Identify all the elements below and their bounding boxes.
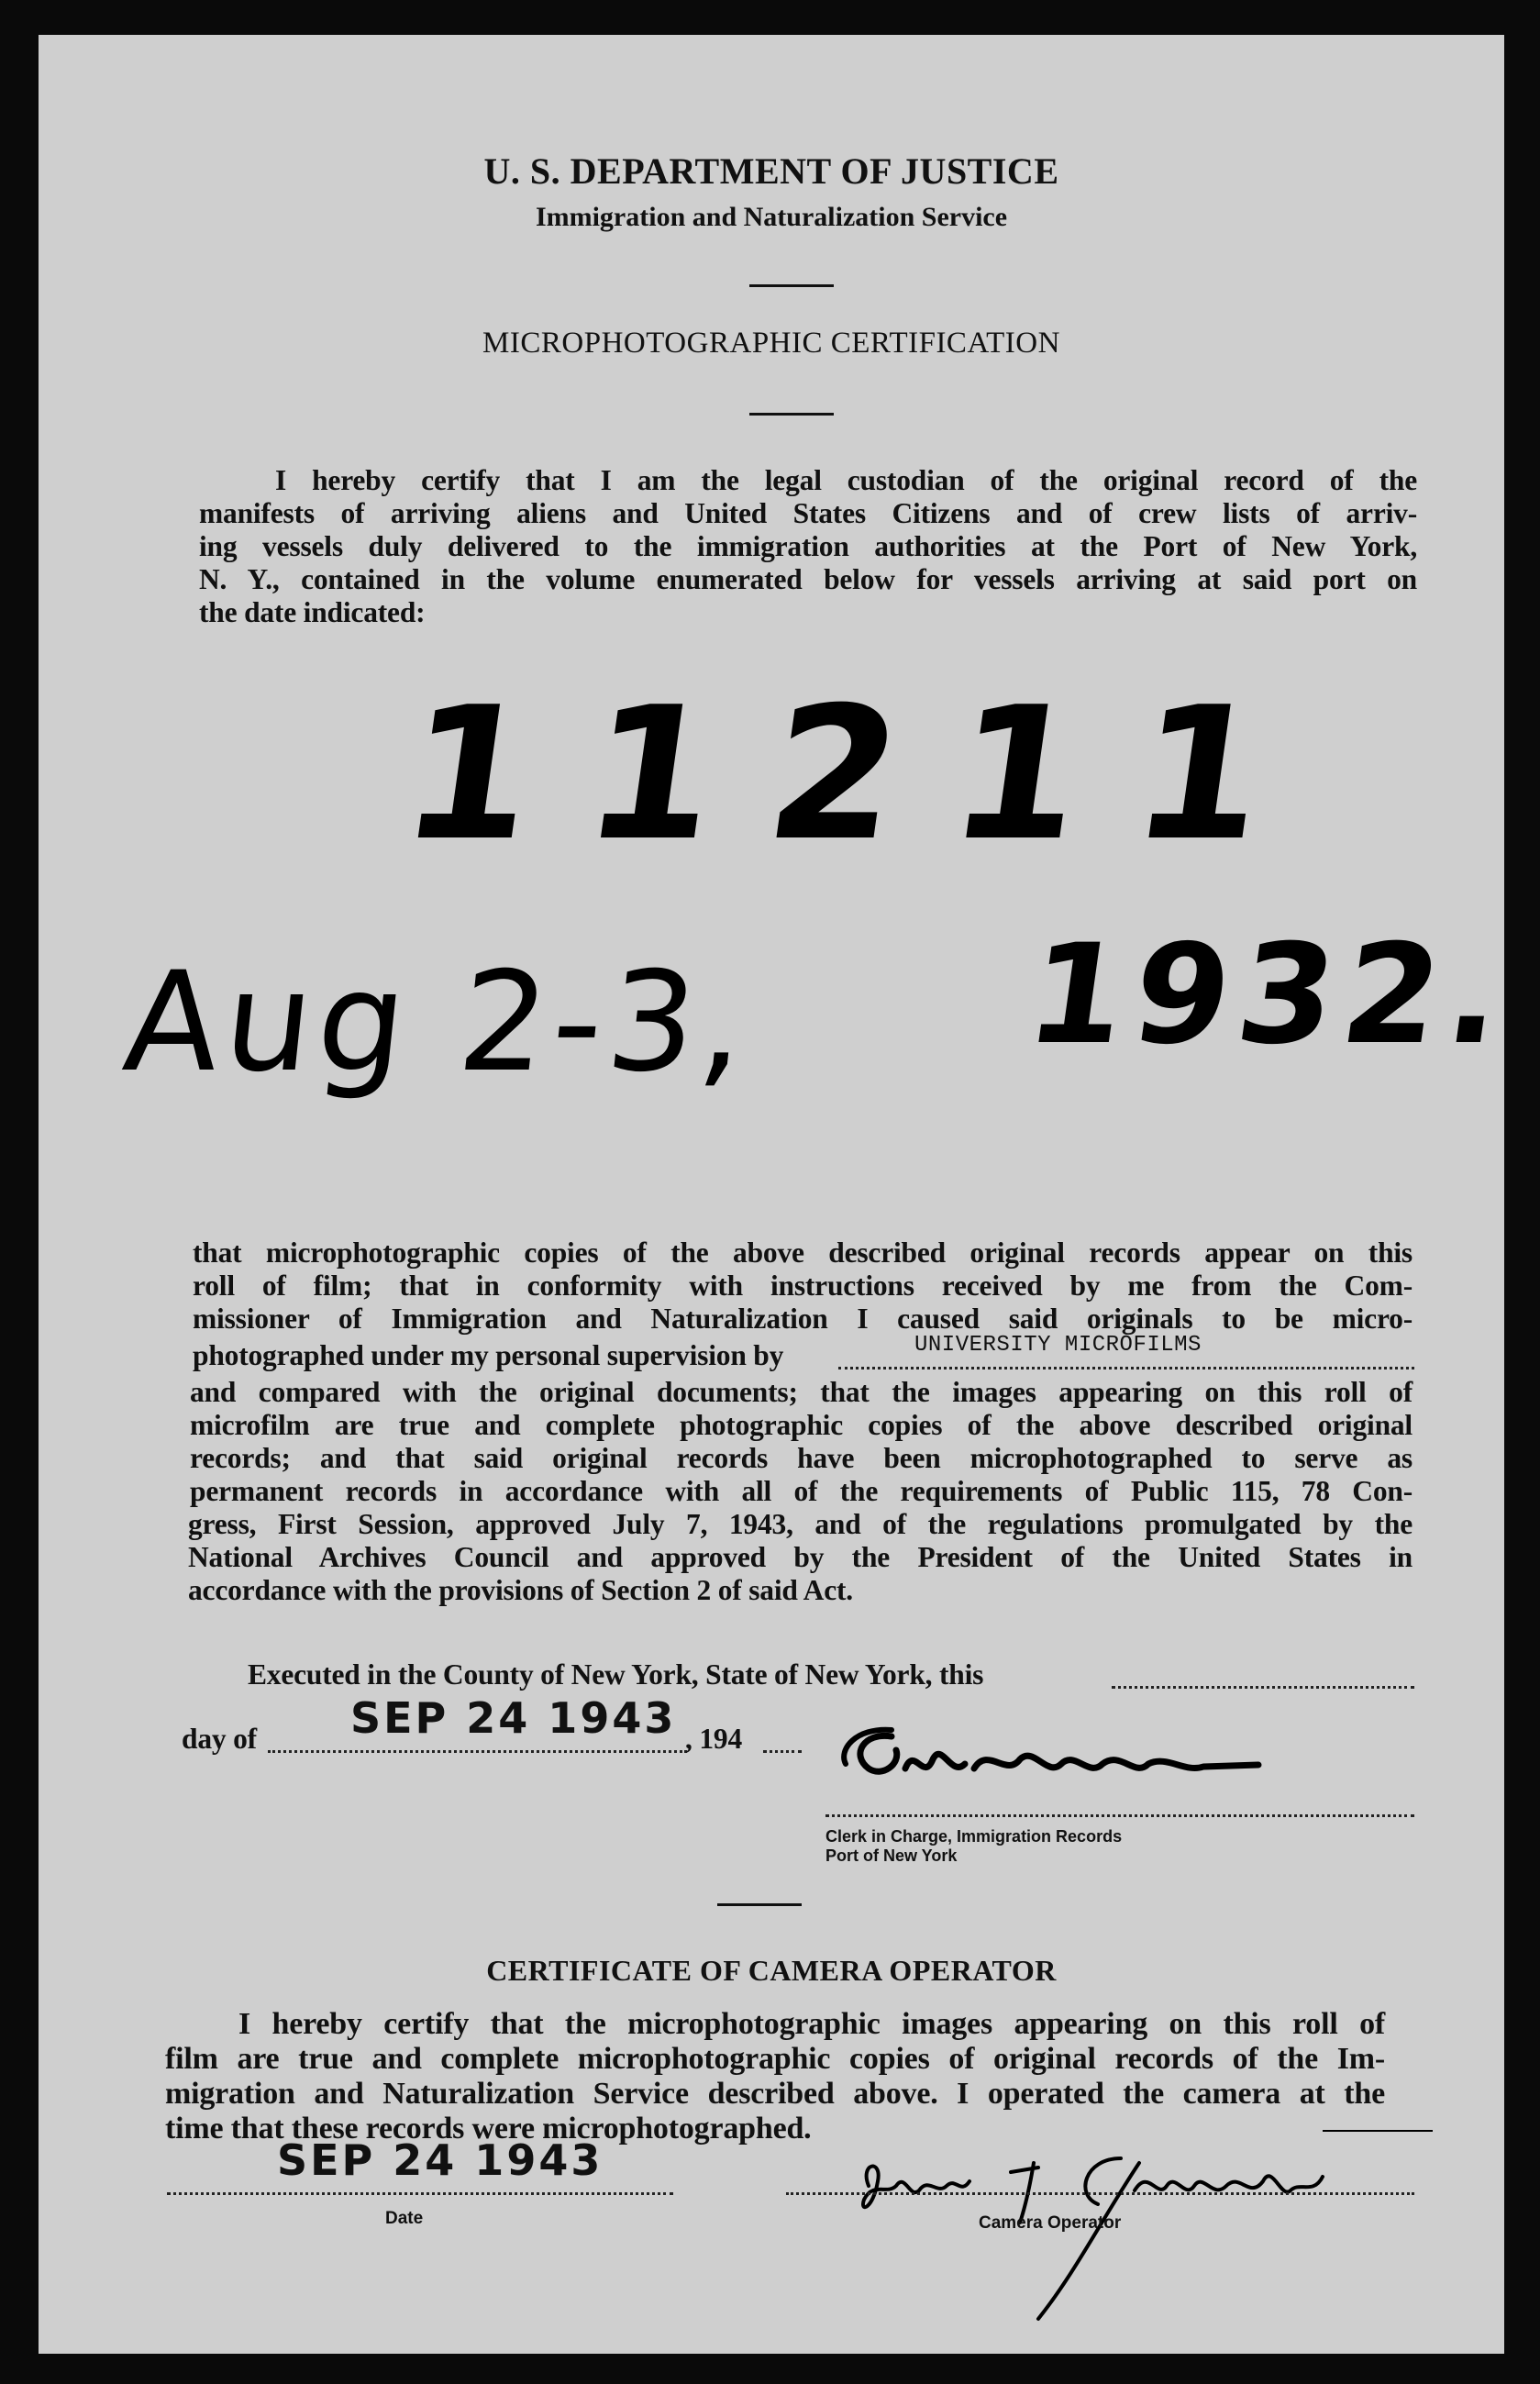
divider xyxy=(749,413,834,416)
body-line: National Archives Council and approved by the President of the United States in xyxy=(188,1541,1413,1573)
operator-signature-line xyxy=(786,2192,1414,2195)
department-heading: U. S. DEPARTMENT OF JUSTICE xyxy=(483,150,1059,192)
operator-signature xyxy=(772,2108,1488,2328)
body-line: missioner of Immigration and Naturalization I caused said originals to be micro- xyxy=(193,1303,1413,1335)
operator-date-stamp: SEP 24 1943 xyxy=(277,2135,604,2185)
handwritten-date-range: Aug 2-3, xyxy=(116,943,759,1103)
body-line: microfilm are true and complete photographic copies of the above described original xyxy=(190,1409,1413,1441)
camera-line: I hereby certify that the microphotographic images appearing on this roll of xyxy=(238,2007,1385,2041)
date-stamp: SEP 24 1943 xyxy=(350,1693,677,1743)
intro-line: the date indicated: xyxy=(199,596,426,628)
handwritten-volume-number: 11211 xyxy=(390,668,1335,882)
body-line: that microphotographic copies of the above described original records appear on this xyxy=(193,1236,1413,1269)
intro-line: N. Y., contained in the volume enumerated below for vessels arriving at said port on xyxy=(199,563,1417,595)
clerk-signature xyxy=(827,1713,1359,1805)
divider xyxy=(717,1903,802,1906)
day-of-label: day of xyxy=(182,1723,257,1755)
day-fill-line xyxy=(1112,1686,1414,1689)
camera-operator-label: Camera Operator xyxy=(979,2213,1122,2233)
camera-certificate-title: CERTIFICATE OF CAMERA OPERATOR xyxy=(486,1954,1057,1987)
microfilmer-name: UNIVERSITY MICROFILMS xyxy=(914,1333,1202,1358)
camera-line: migration and Naturalization Service described above. I operated the camera at the xyxy=(165,2077,1385,2111)
body-line: permanent records in accordance with all of the requirements of Public 115, 78 Con- xyxy=(190,1475,1413,1507)
month-fill-line xyxy=(268,1750,687,1753)
year-prefix: , 194 xyxy=(685,1723,743,1755)
clerk-port: Port of New York xyxy=(825,1846,958,1865)
year-fill-line xyxy=(763,1750,802,1753)
document-title: MICROPHOTOGRAPHIC CERTIFICATION xyxy=(482,327,1060,360)
date-line xyxy=(167,2192,673,2195)
camera-line: time that these records were microphotographed. xyxy=(165,2112,812,2146)
date-label: Date xyxy=(385,2209,424,2228)
body-line: roll of film; that in conformity with instructions received by me from the Com- xyxy=(193,1270,1413,1302)
certificate-sheet xyxy=(39,35,1522,2354)
camera-line: film are true and complete microphotographic copies of original records of the Im- xyxy=(165,2042,1385,2076)
handwritten-year: 1932. xyxy=(1017,915,1522,1075)
intro-line: I hereby certify that I am the legal custodian of the original record of the xyxy=(275,464,1417,496)
body-line: gress, First Session, approved July 7, 1943, and of the regulations promulgated by the xyxy=(188,1508,1413,1540)
intro-line: ing vessels duly delivered to the immigration authorities at the Port of New York, xyxy=(199,530,1417,562)
service-subheading: Immigration and Naturalization Service xyxy=(535,202,1008,232)
clerk-signature-line xyxy=(825,1814,1414,1817)
intro-line: manifests of arriving aliens and United States Citizens and of crew lists of arriv- xyxy=(199,497,1417,529)
body-line: accordance with the provisions of Section 2 of said Act. xyxy=(188,1574,853,1606)
body-line: and compared with the original documents; that the images appearing on this roll of xyxy=(190,1376,1413,1408)
body-line: photographed under my personal supervision by xyxy=(193,1339,784,1371)
microfilmer-fill-line xyxy=(838,1367,1414,1369)
body-line: records; and that said original records have been microphotographed to serve as xyxy=(190,1442,1413,1474)
clerk-title: Clerk in Charge, Immigration Records xyxy=(825,1827,1123,1846)
execution-line: Executed in the County of New York, State of New York, this xyxy=(248,1658,984,1691)
divider xyxy=(749,284,834,287)
